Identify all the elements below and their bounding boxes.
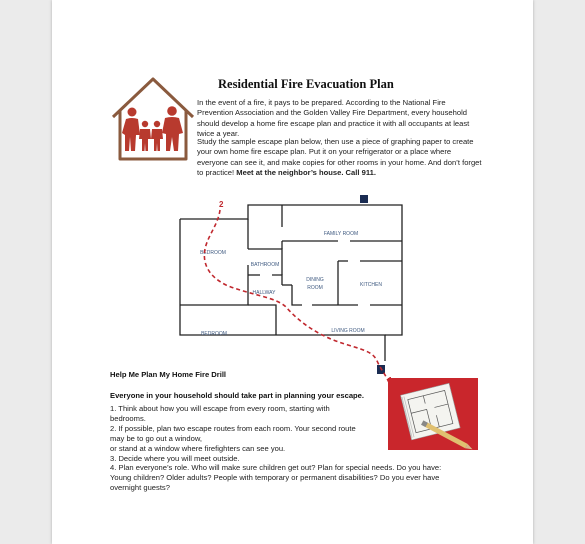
route-marker-2: 2 [219, 200, 224, 209]
room-label-dining-2: ROOM [307, 285, 323, 291]
step-line: or stand at a window where firefighters can see you. [110, 443, 286, 453]
everyone-statement: Everyone in your household should take part in planning your escape. [110, 391, 365, 400]
intro-paragraph: In the event of a fire, it pays to be prepared. According to the National Fire Prevention Association and the Golden Valley Fire Department, every household should develop a home fire escape plan and practice it with all occupants at least twice a year. [197, 98, 470, 139]
room-label-family-room: FAMILY ROOM [323, 231, 359, 237]
step-line: overnight guests? [110, 483, 170, 493]
step-line: 4. Plan everyone’s role. Who will make sure children get out? Plan for special needs. Do you have: [110, 463, 442, 473]
meet-call-text: Meet at the neighbor’s house. Call 911. [236, 168, 376, 178]
step-line: bedrooms. [110, 413, 146, 423]
step-line: may be to go out a window, [110, 433, 203, 443]
study-text: Study the sample escape plan below, then use a piece of graphing paper to create your own home fire escape plan. Put it on your refrigerator or a place where everyone can see it, and make copies for other rooms in your home. And don’t forget to practice! [197, 137, 482, 178]
family-house-icon [110, 75, 196, 161]
room-label-hallway: HALLWAY [252, 290, 276, 296]
step-line: 3. Decide where you will meet outside. [110, 453, 240, 463]
study-paragraph [197, 137, 482, 179]
room-label-living-room: LIVING ROOM [331, 328, 365, 334]
step-line: 1. Think about how you will escape from every room, starting with [110, 404, 330, 413]
help-heading: Help Me Plan My Home Fire Drill [110, 370, 227, 379]
step-line: Young children? Older adults? People with temporary or permanent disabilities? Do you ever have [110, 473, 440, 483]
step-line: 2. If possible, plan two escape routes from each room. Your second route [110, 423, 356, 433]
room-label-bathroom: BATHROOM [250, 262, 280, 268]
room-label-kitchen: KITCHEN [360, 282, 382, 288]
document-title: Residential Fire Evacuation Plan [218, 77, 394, 91]
room-label-bedroom-2: BEDROOM [201, 331, 227, 337]
escape-plan-sketch-photo [388, 378, 478, 450]
floor-plan [160, 185, 410, 385]
exit-door-top [360, 195, 368, 203]
room-label-bedroom-1: BEDROOM [200, 250, 226, 256]
room-label-dining-1: DINING [306, 277, 324, 283]
